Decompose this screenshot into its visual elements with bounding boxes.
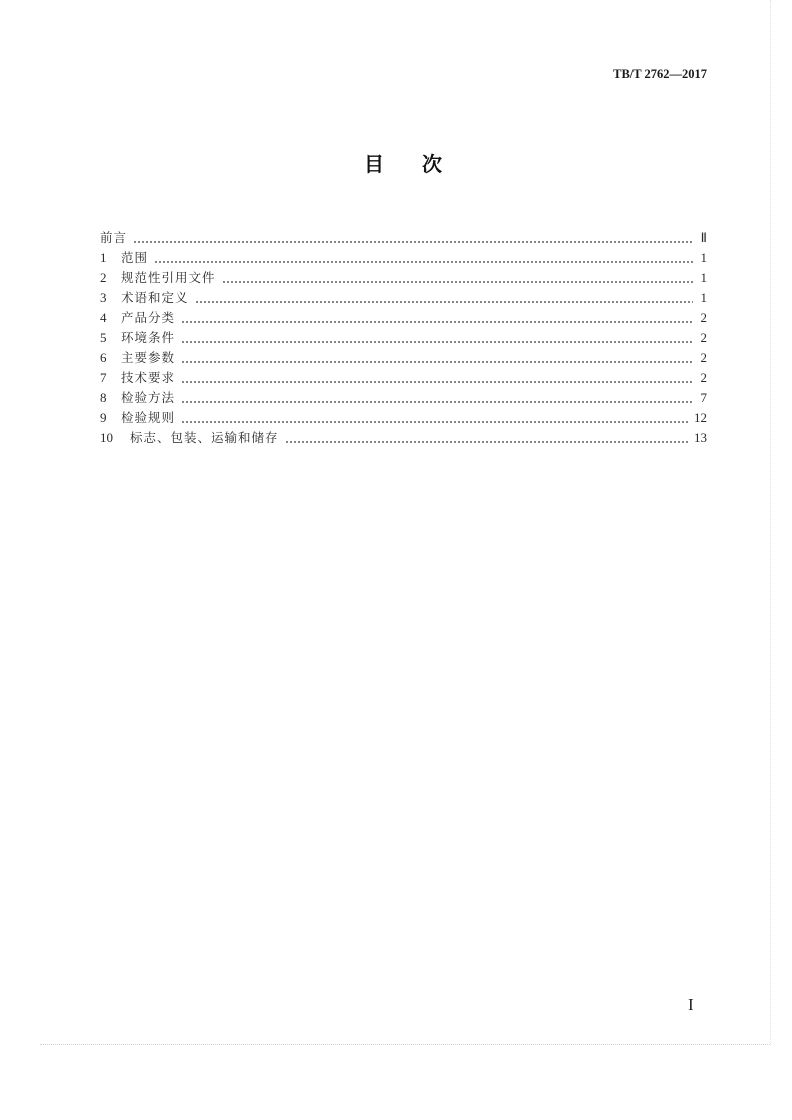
toc-entry-number: 3 — [100, 290, 107, 305]
toc-entry — [100, 288, 707, 308]
toc-leader — [181, 320, 693, 324]
toc-entry-title: 环境条件 — [121, 330, 176, 345]
toc-entry-number: 4 — [100, 310, 107, 325]
toc-entry-number: 6 — [100, 350, 107, 365]
page-number: I — [688, 995, 694, 1014]
toc-entry-number: 5 — [100, 330, 107, 345]
toc-leader — [133, 240, 693, 244]
table-of-contents — [100, 228, 707, 448]
toc-leader — [195, 300, 693, 304]
toc-leader — [181, 380, 693, 384]
toc-entry-page: 1 — [700, 270, 707, 285]
toc-leader — [285, 440, 688, 444]
toc-entry — [100, 388, 707, 408]
toc-entry-title: 产品分类 — [121, 310, 176, 325]
toc-entry-title: 前言 — [100, 230, 128, 245]
toc-entry-title: 主要参数 — [121, 350, 176, 365]
toc-entry-number: 2 — [100, 270, 107, 285]
toc-entry-title: 规范性引用文件 — [121, 270, 216, 285]
scan-edge-bottom — [40, 1044, 770, 1045]
toc-leader — [154, 260, 693, 264]
toc-entry-title: 标志、包装、运输和储存 — [130, 430, 279, 445]
toc-entry-page: 2 — [700, 370, 707, 385]
page-title: 目 次 — [364, 152, 451, 176]
toc-entry — [100, 408, 707, 428]
toc-entry-number: 1 — [100, 250, 107, 265]
toc-entry-number: 7 — [100, 370, 107, 385]
standard-code: TB/T 2762—2017 — [613, 67, 707, 81]
toc-entry-number: 8 — [100, 390, 107, 405]
toc-leader — [181, 400, 693, 404]
toc-entry — [100, 308, 707, 328]
toc-entry-page: 7 — [700, 390, 707, 405]
toc-entry-title: 检验规则 — [121, 410, 176, 425]
toc-entry-page: 13 — [694, 430, 707, 445]
toc-entry — [100, 368, 707, 388]
toc-entry — [100, 428, 707, 448]
toc-entry-page: 2 — [700, 310, 707, 325]
toc-entry-title: 术语和定义 — [121, 290, 189, 305]
toc-entry — [100, 248, 707, 268]
toc-entry-page: 2 — [700, 350, 707, 365]
toc-entry-number: 9 — [100, 410, 107, 425]
toc-entry-page: Ⅱ — [700, 230, 707, 245]
toc-leader — [181, 420, 688, 424]
toc-entry-title: 检验方法 — [121, 390, 176, 405]
toc-entry-title: 范围 — [121, 250, 149, 265]
toc-leader — [222, 280, 693, 284]
toc-entry — [100, 268, 707, 288]
toc-entry — [100, 348, 707, 368]
toc-leader — [181, 340, 693, 344]
toc-entry-page: 2 — [700, 330, 707, 345]
toc-entry-page: 12 — [694, 410, 707, 425]
toc-leader — [181, 360, 693, 364]
toc-entry-number: 10 — [100, 430, 113, 445]
toc-entry-foreword — [100, 228, 707, 248]
toc-entry-page: 1 — [700, 290, 707, 305]
toc-entry — [100, 328, 707, 348]
scan-edge-right — [770, 0, 771, 1044]
toc-entry-page: 1 — [700, 250, 707, 265]
toc-entry-title: 技术要求 — [121, 370, 176, 385]
